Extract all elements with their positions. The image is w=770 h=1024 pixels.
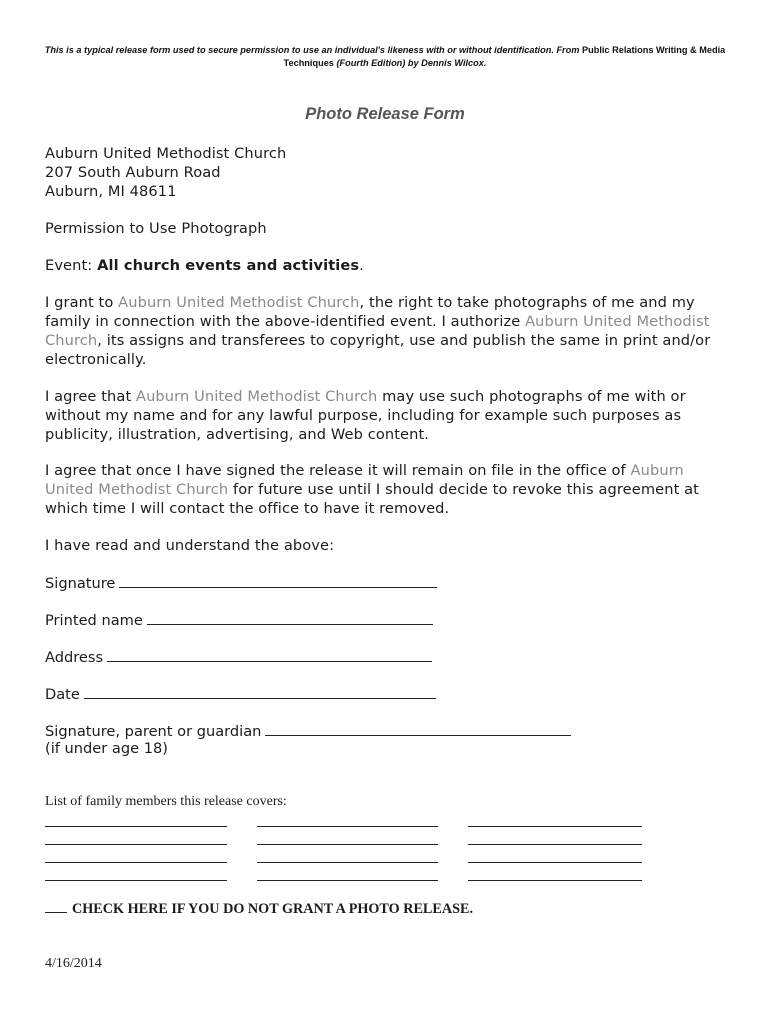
- guardian-label: Signature, parent or guardian: [45, 723, 262, 740]
- event-label: Event:: [45, 257, 98, 274]
- printed-name-row: [45, 610, 433, 629]
- org-name-field[interactable]: Auburn United Methodist Church: [45, 313, 710, 349]
- family-member-input[interactable]: [257, 826, 438, 827]
- grant-text-b: , the right to take photographs of me and my family in connection with the above-identified event. I authorize: [45, 294, 695, 330]
- date-label: Date: [45, 686, 80, 703]
- event-end: .: [359, 257, 364, 274]
- file-paragraph: [45, 461, 735, 518]
- usage-paragraph: [45, 387, 735, 444]
- intro-text: This is a typical release form used to secure permission to use an individual's likeness with or without identification. From: [44, 45, 582, 55]
- family-member-input[interactable]: [45, 862, 227, 863]
- family-member-input[interactable]: [45, 826, 227, 827]
- grant-text-c: , its assigns and transferees to copyright, use and publish the same in print and/or electronically.: [45, 332, 711, 368]
- guardian-note: (if under age 18): [45, 740, 168, 757]
- printed-name-input[interactable]: [147, 610, 433, 625]
- intro-book-title: Public Relations Writing & Media Techniques: [283, 45, 726, 68]
- family-member-input[interactable]: [45, 880, 227, 881]
- address-line-2: 207 South Auburn Road: [45, 164, 221, 181]
- address-label: Address: [45, 649, 104, 666]
- family-member-input[interactable]: [468, 880, 642, 881]
- guardian-row: [45, 721, 571, 740]
- date-row: [45, 684, 436, 703]
- grant-text-a: I grant to: [45, 294, 119, 311]
- family-member-input[interactable]: [257, 862, 438, 863]
- family-list-label: List of family members this release covers:: [45, 794, 287, 809]
- family-member-input[interactable]: [468, 862, 642, 863]
- org-name-field[interactable]: Auburn United Methodist Church: [136, 388, 378, 405]
- intro-note: [40, 44, 730, 70]
- family-member-input[interactable]: [257, 880, 438, 881]
- no-release-label: CHECK HERE IF YOU DO NOT GRANT A PHOTO RELEASE.: [72, 901, 474, 917]
- form-title: Photo Release Form: [305, 105, 465, 123]
- org-name-field[interactable]: Auburn United Methodist Church: [45, 462, 684, 498]
- intro-edition: (Fourth Edition) by Dennis Wilcox.: [336, 58, 487, 68]
- usage-text-a: I agree that: [45, 388, 136, 405]
- signature-label: Signature: [45, 575, 116, 592]
- printed-name-label: Printed name: [45, 612, 143, 629]
- family-member-input[interactable]: [468, 844, 642, 845]
- no-release-checkbox[interactable]: [45, 900, 67, 913]
- org-name-field[interactable]: Auburn United Methodist Church: [118, 294, 360, 311]
- read-statement: I have read and understand the above:: [45, 537, 335, 554]
- footer-date: 4/16/2014: [45, 956, 102, 971]
- family-member-input[interactable]: [468, 826, 642, 827]
- no-release-checkbox-row: [45, 900, 473, 918]
- signature-input[interactable]: [119, 573, 437, 588]
- address-line-3: Auburn, MI 48611: [45, 183, 177, 200]
- address-input[interactable]: [107, 647, 432, 662]
- file-text-a: I agree that once I have signed the release it will remain on file in the office of: [45, 462, 631, 479]
- event-line: [45, 256, 735, 275]
- signature-row: [45, 573, 437, 592]
- date-input[interactable]: [84, 684, 436, 699]
- church-address: [45, 144, 735, 201]
- file-text-b: for future use until I should decide to revoke this agreement at which time I will contact the office to have it removed.: [45, 481, 700, 517]
- grant-paragraph: [45, 293, 735, 369]
- usage-text-b: may use such photographs of me with or without my name and for any lawful purpose, including for example such purposes as publicity, illustration, advertising, and Web content.: [45, 388, 686, 443]
- family-member-input[interactable]: [257, 844, 438, 845]
- address-line-1: Auburn United Methodist Church: [45, 145, 287, 162]
- family-member-input[interactable]: [45, 844, 227, 845]
- address-row: [45, 647, 432, 666]
- permission-heading: Permission to Use Photograph: [45, 220, 267, 237]
- event-value: All church events and activities: [97, 257, 360, 274]
- guardian-signature-input[interactable]: [265, 721, 571, 736]
